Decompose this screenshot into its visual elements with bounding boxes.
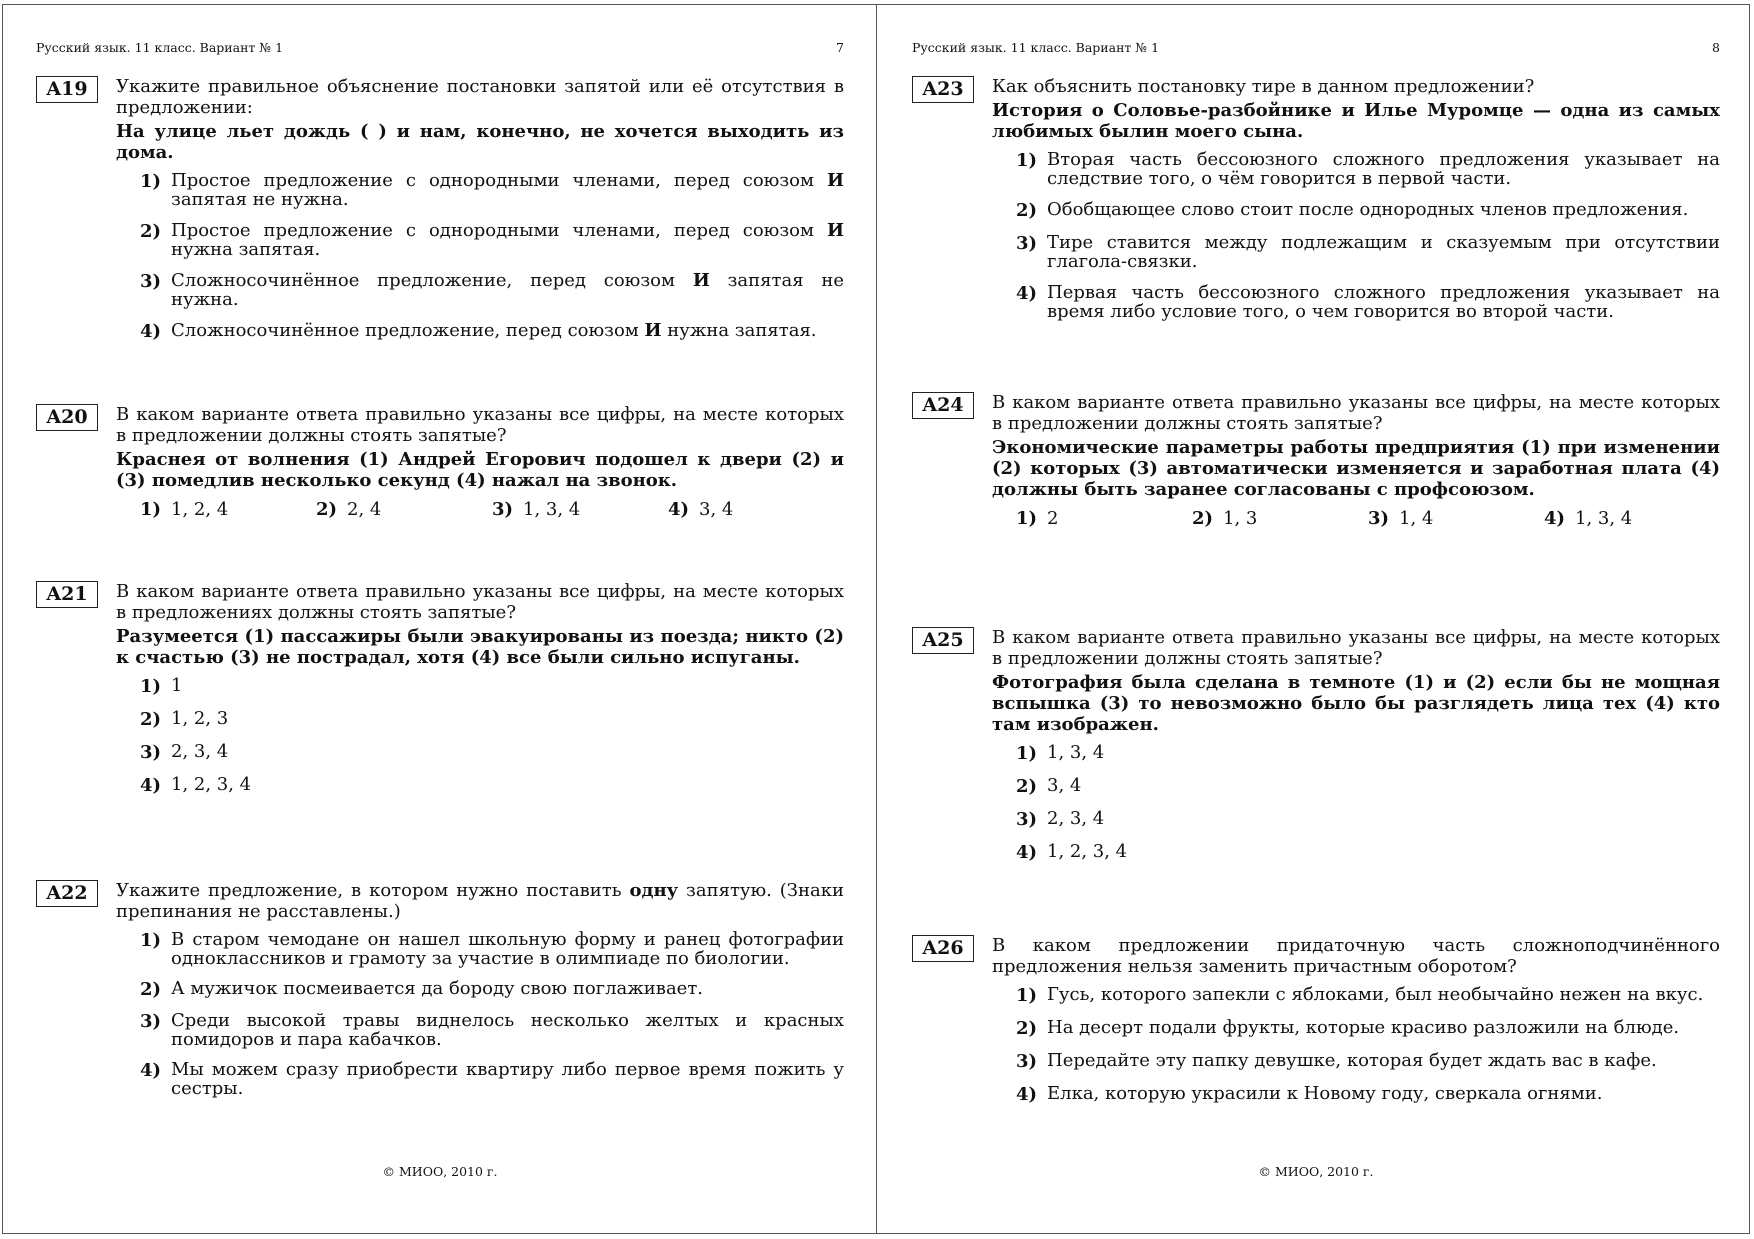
- question-a25: [912, 627, 1720, 875]
- option-text: 1, 2, 4: [171, 499, 229, 520]
- answer-option[interactable]: [1544, 508, 1720, 529]
- answer-option[interactable]: [140, 1011, 844, 1049]
- question-sentence: На улице льет дождь ( ) и нам, конечно, не хочется выходить из дома.: [116, 121, 844, 163]
- question-prompt: В каком варианте ответа правильно указаны все цифры, на месте которых в предложении должны стоять запятые?: [992, 627, 1720, 669]
- question-a26: [912, 935, 1720, 1117]
- option-text: 1: [171, 675, 183, 696]
- question-id: A20: [36, 404, 98, 431]
- question-sentence: Фотография была сделана в темноте (1) и (2) если бы не мощная вспышка (3) то невозможно было бы разглядеть лица тех (4) кто там изображен.: [992, 672, 1720, 735]
- question-sentence: Краснея от волнения (1) Андрей Егорович подошел к двери (2) и (3) помедлив несколько секунд (4) нажал на звонок.: [116, 449, 844, 491]
- page-number: 7: [836, 40, 844, 55]
- header-title: Русский язык. 11 класс. Вариант № 1: [912, 40, 1160, 55]
- question-id: A25: [912, 627, 974, 654]
- question-id: A24: [912, 392, 974, 419]
- option-text: В старом чемодане он нашел школьную форму и ранец фотографии одноклассников и грамоту за участие в олимпиаде по биологии.: [171, 929, 844, 969]
- answer-option[interactable]: [140, 1060, 844, 1098]
- option-text: 2, 3, 4: [1047, 808, 1105, 829]
- right-page: [912, 4, 1720, 1234]
- answer-option[interactable]: [140, 221, 844, 259]
- option-text: 1, 2, 3: [171, 708, 229, 729]
- option-text: 3, 4: [699, 499, 734, 520]
- option-number: 1): [140, 499, 162, 520]
- page-footer: © МИОО, 2010 г.: [1258, 1164, 1374, 1179]
- option-number: 3): [140, 271, 162, 292]
- question-sentence: Разумеется (1) пассажиры были эвакуированы из поезда; никто (2) к счастью (3) не пострадал, хотя (4) все были сильно испуганы.: [116, 626, 844, 668]
- option-text: Мы можем сразу приобрести квартиру либо первое время пожить у сестры.: [171, 1059, 844, 1099]
- answer-option[interactable]: [140, 676, 844, 697]
- option-bold: И: [692, 270, 710, 291]
- question-sentence: Экономические параметры работы предприятия (1) при изменении (2) которых (3) автоматически изменяется и заработная плата (4) должны быть заранее согласованы с профсоюзом.: [992, 437, 1720, 500]
- option-text: Простое предложение с однородными членами, перед союзом: [171, 220, 827, 241]
- answer-option[interactable]: [1016, 1051, 1720, 1072]
- answer-option[interactable]: [1368, 508, 1544, 529]
- question-id: A26: [912, 935, 974, 962]
- option-number: 3): [1368, 508, 1390, 529]
- option-number: 4): [1016, 842, 1038, 863]
- question-prompt: В каком варианте ответа правильно указаны все цифры, на месте которых в предложении должны стоять запятые?: [116, 404, 844, 446]
- option-text: 2, 4: [347, 499, 382, 520]
- answer-option[interactable]: [140, 979, 844, 1000]
- option-text: 1, 4: [1399, 508, 1434, 529]
- question-prompt: Укажите правильное объяснение постановки запятой или её отсутствия в предложении:: [116, 76, 844, 118]
- option-text: На десерт подали фрукты, которые красиво разложили на блюде.: [1047, 1017, 1680, 1038]
- answer-option[interactable]: [140, 499, 316, 520]
- question-prompt: В каком варианте ответа правильно указаны все цифры, на месте которых в предложениях должны стоять запятые?: [116, 581, 844, 623]
- option-number: 2): [140, 221, 162, 242]
- option-text-end: нужна запятая.: [171, 239, 321, 260]
- option-text: Среди высокой травы виднелось несколько желтых и красных помидоров и пара кабачков.: [171, 1010, 844, 1050]
- option-number: 4): [140, 1060, 162, 1081]
- answer-option[interactable]: [668, 499, 844, 520]
- option-number: 2): [1016, 776, 1038, 797]
- option-number: 4): [668, 499, 690, 520]
- question-a20: [36, 404, 844, 520]
- page-header: [36, 40, 844, 55]
- question-id: A19: [36, 76, 98, 103]
- answer-option[interactable]: [140, 742, 844, 763]
- option-text: 1, 2, 3, 4: [171, 774, 252, 795]
- option-text: Первая часть бессоюзного сложного предложения указывает на время либо условие того, о чем говорится во второй части.: [1047, 282, 1720, 322]
- answer-option[interactable]: [1016, 776, 1720, 797]
- option-number: 1): [140, 676, 162, 697]
- header-title: Русский язык. 11 класс. Вариант № 1: [36, 40, 284, 55]
- question-prompt: В каком предложении придаточную часть сложноподчинённого предложения нельзя заменить причастным оборотом?: [992, 935, 1720, 977]
- page-footer: © МИОО, 2010 г.: [382, 1164, 498, 1179]
- option-text: Передайте эту папку девушке, которая будет ждать вас в кафе.: [1047, 1050, 1657, 1071]
- option-text: Обобщающее слово стоит после однородных членов предложения.: [1047, 199, 1689, 220]
- option-bold: И: [826, 170, 844, 191]
- option-number: 3): [1016, 233, 1038, 254]
- option-bold: И: [826, 220, 844, 241]
- option-number: 2): [1016, 1018, 1038, 1039]
- answer-option[interactable]: [1016, 1084, 1720, 1105]
- option-text: 3, 4: [1047, 775, 1082, 796]
- left-page: [36, 4, 844, 1234]
- answer-option[interactable]: [1016, 233, 1720, 271]
- option-number: 2): [1192, 508, 1214, 529]
- answer-option[interactable]: [1192, 508, 1368, 529]
- question-prompt: [116, 880, 844, 922]
- question-a21: [36, 581, 844, 808]
- question-sentence: История о Соловье-разбойнике и Илье Муромце — одна из самых любимых былин моего сына.: [992, 100, 1720, 142]
- option-number: 1): [1016, 508, 1038, 529]
- option-text: Тире ставится между подлежащим и сказуемым при отсутствии глагола-связки.: [1047, 232, 1720, 272]
- option-text-end: запятая не нужна.: [171, 189, 349, 210]
- option-text: Гусь, которого запекли с яблоками, был необычайно нежен на вкус.: [1047, 984, 1704, 1005]
- option-number: 3): [492, 499, 514, 520]
- answer-option[interactable]: [140, 321, 844, 342]
- question-id: A22: [36, 880, 98, 907]
- option-number: 2): [1016, 200, 1038, 221]
- option-number: 2): [140, 979, 162, 1000]
- option-number: 4): [1016, 1084, 1038, 1105]
- option-text: 1, 3, 4: [1047, 742, 1105, 763]
- option-text: Сложносочинённое предложение, перед союзом: [171, 320, 645, 341]
- option-number: 1): [140, 171, 162, 192]
- prompt-text-end: запятую. (Знаки препинания не расставлены.): [116, 880, 844, 922]
- answer-option[interactable]: [140, 171, 844, 209]
- option-text: 2: [1047, 508, 1059, 529]
- answer-option[interactable]: [1016, 743, 1720, 764]
- answer-option[interactable]: [1016, 508, 1192, 529]
- answer-option[interactable]: [1016, 842, 1720, 863]
- answer-option[interactable]: [140, 709, 844, 730]
- option-number: 3): [140, 1011, 162, 1032]
- option-number: 3): [140, 742, 162, 763]
- option-number: 2): [140, 709, 162, 730]
- answer-option[interactable]: [1016, 1018, 1720, 1039]
- option-number: 1): [140, 930, 162, 951]
- question-id: A23: [912, 76, 974, 103]
- page-header: [912, 40, 1720, 55]
- option-text: А мужичок посмеивается да бороду свою поглаживает.: [171, 978, 704, 999]
- option-text-end: нужна запятая.: [661, 320, 817, 341]
- option-text: 2, 3, 4: [171, 741, 229, 762]
- option-bold: И: [644, 320, 662, 341]
- option-text: 1, 2, 3, 4: [1047, 841, 1128, 862]
- answer-option[interactable]: [140, 775, 844, 796]
- question-a24: [912, 392, 1720, 529]
- option-text: Елка, которую украсили к Новому году, сверкала огнями.: [1047, 1083, 1603, 1104]
- question-prompt: Как объяснить постановку тире в данном предложении?: [992, 76, 1535, 97]
- page-divider: [876, 4, 877, 1234]
- answer-option[interactable]: [316, 499, 492, 520]
- answer-option[interactable]: [492, 499, 668, 520]
- option-text: 1, 3: [1223, 508, 1258, 529]
- option-text: 1, 3, 4: [523, 499, 581, 520]
- question-a22: [36, 880, 844, 1109]
- option-number: 4): [1544, 508, 1566, 529]
- option-number: 3): [1016, 1051, 1038, 1072]
- option-text: 1, 3, 4: [1575, 508, 1633, 529]
- prompt-bold: одну: [629, 880, 679, 901]
- option-number: 4): [1016, 283, 1038, 304]
- option-number: 4): [140, 775, 162, 796]
- option-text: Простое предложение с однородными членами, перед союзом: [171, 170, 827, 191]
- option-text: Вторая часть бессоюзного сложного предложения указывает на следствие того, о чём говорится в первой части.: [1047, 149, 1720, 189]
- answer-option[interactable]: [140, 930, 844, 968]
- option-text: Сложносочинённое предложение, перед союзом: [171, 270, 693, 291]
- option-number: 1): [1016, 743, 1038, 764]
- option-text-end: запятая не нужна.: [171, 270, 845, 310]
- question-a19: [36, 76, 844, 354]
- page-number: 8: [1712, 40, 1720, 55]
- option-number: 1): [1016, 150, 1038, 171]
- question-a23: [912, 76, 1720, 333]
- option-number: 1): [1016, 985, 1038, 1006]
- question-id: A21: [36, 581, 98, 608]
- answer-option[interactable]: [1016, 809, 1720, 830]
- question-prompt: В каком варианте ответа правильно указаны все цифры, на месте которых в предложении должны стоять запятые?: [992, 392, 1720, 434]
- answer-option[interactable]: [1016, 283, 1720, 321]
- answer-option[interactable]: [1016, 150, 1720, 188]
- answer-option[interactable]: [1016, 200, 1720, 221]
- option-number: 4): [140, 321, 162, 342]
- answer-option[interactable]: [1016, 985, 1720, 1006]
- option-number: 3): [1016, 809, 1038, 830]
- option-number: 2): [316, 499, 338, 520]
- prompt-text: Укажите предложение, в котором нужно поставить: [116, 880, 630, 901]
- answer-option[interactable]: [140, 271, 844, 309]
